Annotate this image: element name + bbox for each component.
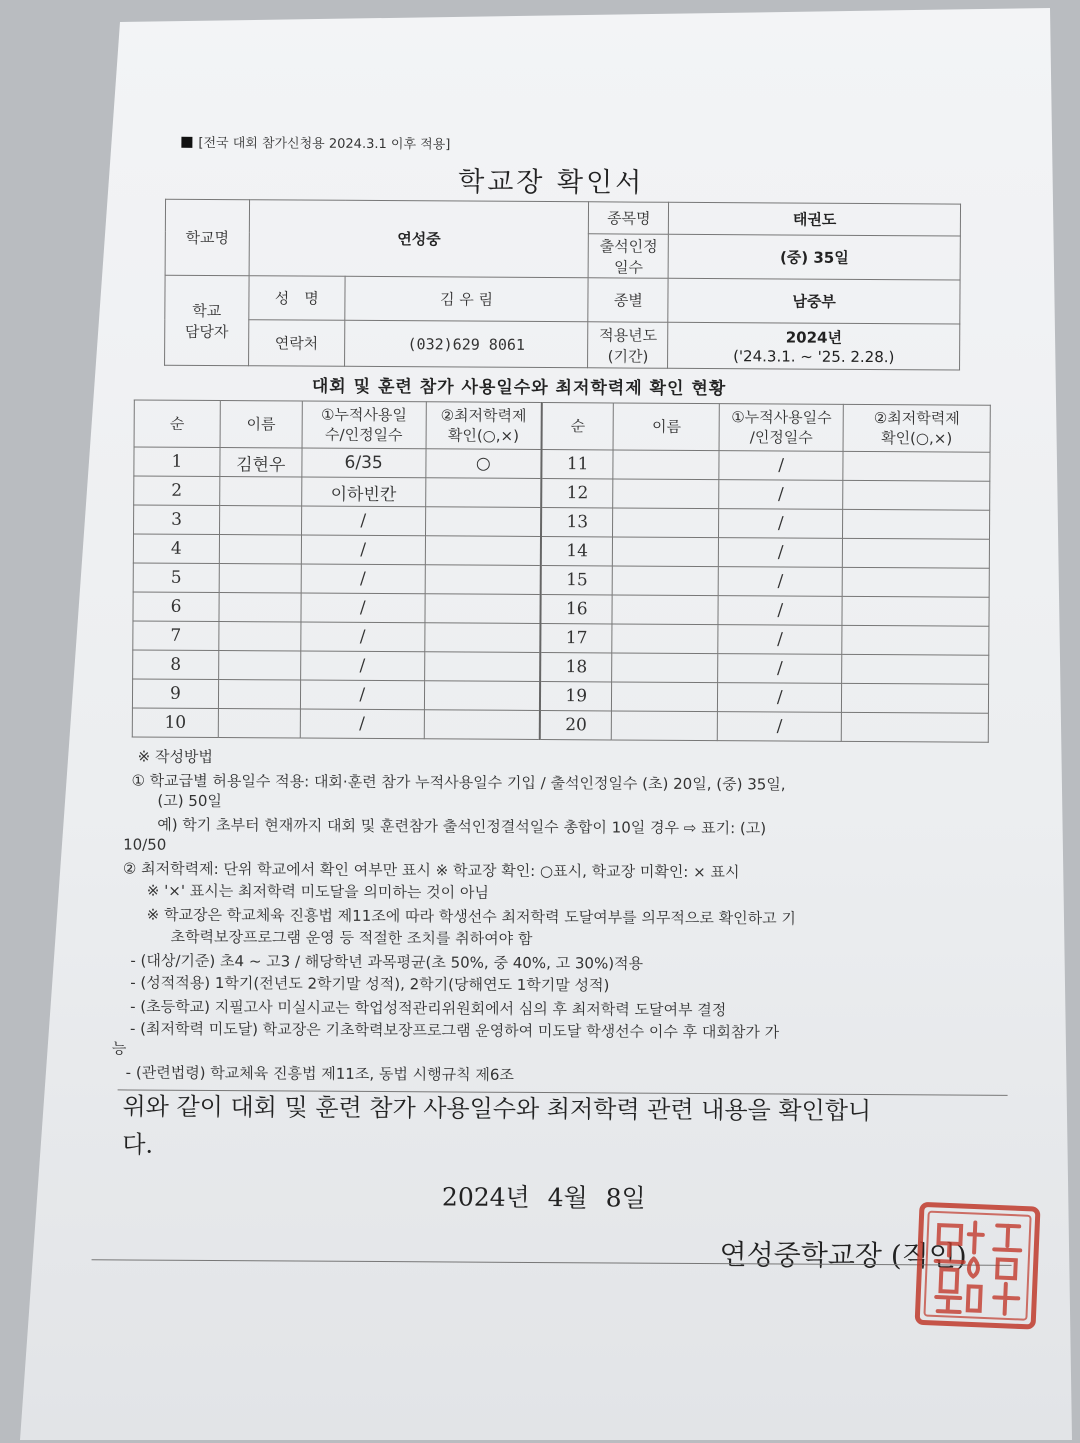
header-name: 이름 <box>220 401 302 448</box>
note-line: - (성적적용) 1학기(전년도 2학기말 성적), 2학기(당해연도 1학기말 성적) <box>130 973 610 995</box>
cell-min-r <box>843 509 990 539</box>
cell-name <box>219 535 301 564</box>
cell-no-r: 16 <box>540 595 612 624</box>
cell-min <box>425 565 541 595</box>
principal-signature-line: 연성중학교장 (직인) <box>719 1238 967 1273</box>
contact-label: 연락처 <box>248 320 344 367</box>
attend-label <box>589 234 669 278</box>
note-line: 초학력보장프로그램 운영 등 적절한 조치를 취하여야 함 <box>170 927 533 948</box>
cell-no-r: 13 <box>541 508 613 537</box>
attend-label-line2: 일수 <box>613 257 644 277</box>
cell-no-r: 20 <box>540 710 612 739</box>
cell-min-r <box>842 625 989 655</box>
note-line: - (관련법령) 학교체육 진흥법 제11조, 동법 시행규칙 제6조 <box>125 1063 514 1084</box>
cell-name-r <box>612 682 718 712</box>
name-label: 성 명 <box>249 276 345 321</box>
cell-used-r: / <box>719 451 843 481</box>
year-value-line1: 2024년 <box>785 328 843 347</box>
cell-min <box>425 478 541 508</box>
header-used <box>302 401 426 449</box>
cell-used: / <box>301 593 425 623</box>
header-min-line2: 확인(○,×) <box>447 426 520 445</box>
section-title: 대회 및 훈련 참가 사용일수와 최저학력제 확인 현황 <box>311 376 727 400</box>
header-name-right: 이름 <box>613 403 719 451</box>
header-used-line1: ①누적사용일 <box>320 405 407 424</box>
header-min-right-line1: ②최저학력제 <box>873 408 960 428</box>
note-line: (고) 50일 <box>157 791 222 811</box>
school-label: 학교명 <box>165 199 249 276</box>
cell-min-r <box>843 451 990 481</box>
year-value <box>668 322 960 370</box>
cell-used-r: / <box>719 509 843 539</box>
cell-name-r <box>613 479 719 509</box>
cell-no: 2 <box>134 476 220 506</box>
header-note <box>181 132 450 153</box>
note-line: ※ 작성방법 <box>137 747 213 767</box>
cell-used: / <box>301 535 425 565</box>
attend-value: (중) 35일 <box>668 234 960 280</box>
cell-no-r: 18 <box>540 653 612 682</box>
note-line: 예) 학기 초부터 현재까지 대회 및 훈련참가 출석인정결석일수 총합이 10일 경우 ⇨ 표기: (고) <box>157 815 767 838</box>
cell-min-r <box>842 683 989 713</box>
cell-used-r: / <box>718 625 842 655</box>
cell-used: / <box>300 680 424 710</box>
header-min-right-line2: 확인(○,×) <box>881 429 953 448</box>
cell-used: 이하빈칸 <box>301 477 425 507</box>
year-value-line2: ('24.3.1. ~ '25. 2.28.) <box>733 347 895 367</box>
note-line: ① 학교급별 허용일수 적용: 대회·훈련 참가 누적사용일수 기입 / 출석인정일수 (초) 20일, (중) 35일, <box>131 771 786 794</box>
table-row <box>132 708 988 742</box>
manager-label <box>165 275 249 366</box>
cell-no: 3 <box>134 505 220 535</box>
cell-used: / <box>301 564 425 594</box>
header-used-right-line1: ①누적사용일수 <box>731 407 832 427</box>
note-line: ※ 학교장은 학교체육 진흥법 제11조에 따라 학생선수 최저학력 도달여부를 의무적으로 확인하고 기 <box>146 905 796 928</box>
cell-min-r <box>842 538 989 568</box>
cell-name <box>219 506 301 535</box>
cell-used-r: / <box>718 654 842 684</box>
cell-name-r <box>612 711 718 741</box>
cell-no: 7 <box>133 621 219 651</box>
cell-min-r <box>843 480 990 510</box>
school-value: 연성중 <box>249 200 589 278</box>
cell-no: 9 <box>132 679 218 709</box>
cell-no-r: 17 <box>540 624 612 653</box>
note-line: 10/50 <box>123 835 167 854</box>
cell-name-r <box>612 653 718 683</box>
cell-name <box>218 680 300 709</box>
header-min-line1: ②최저학력제 <box>440 406 527 425</box>
year-label-line1: 적용년도 <box>599 325 658 345</box>
header-used-right-line2: /인정일수 <box>749 428 813 447</box>
header-note-text: [전국 대회 참가신청용 2024.3.1 이후 적용] <box>198 135 451 153</box>
cell-name <box>219 593 301 622</box>
cell-min <box>424 681 540 711</box>
cell-no-r: 14 <box>541 537 613 566</box>
official-seal-stamp <box>911 1198 1044 1333</box>
cell-min <box>424 710 540 740</box>
cell-no: 4 <box>133 534 219 564</box>
cell-min-r <box>841 712 988 742</box>
name-value: 김 우 림 <box>345 276 589 321</box>
cell-used-r: / <box>718 567 842 597</box>
info-table <box>164 199 961 371</box>
year-label <box>588 322 668 368</box>
square-bullet-icon <box>181 137 192 148</box>
note-line: ※ '×' 표시는 최저학력 미도달을 의미하는 것이 아님 <box>146 881 489 902</box>
cell-used-r: / <box>718 712 842 742</box>
cell-used: / <box>300 709 424 739</box>
cell-min: ○ <box>425 449 541 479</box>
cell-name-r <box>612 595 718 625</box>
cell-no: 6 <box>133 592 219 622</box>
cell-used-r: / <box>719 538 843 568</box>
cell-no: 8 <box>133 650 219 680</box>
cell-no-r: 11 <box>541 450 613 479</box>
manager-label-line2: 담당자 <box>184 322 229 341</box>
cell-min-r <box>842 567 989 597</box>
participation-table <box>132 400 991 743</box>
cell-min-r <box>842 654 989 684</box>
cell-min-r <box>842 596 989 626</box>
manager-label-line1: 학교 <box>192 301 222 320</box>
confirmation-statement <box>122 1087 871 1168</box>
cell-no: 5 <box>133 563 219 593</box>
cell-name-r <box>613 537 719 567</box>
event-label: 종목명 <box>589 202 669 234</box>
cell-min <box>424 652 540 682</box>
header-used-right <box>719 404 843 452</box>
note-line: - (대상/기준) 초4 ~ 고3 / 해당학년 과목평균(초 50%, 중 40%, 고 30%)적용 <box>130 951 644 973</box>
cell-name <box>219 651 301 680</box>
header-min-right <box>843 404 990 452</box>
note-line: ② 최저학력제: 단위 학교에서 확인 여부만 표시 ※ 학교장 확인: ○표시, 학교장 미확인: × 표시 <box>122 859 740 882</box>
category-value: 남중부 <box>668 278 960 324</box>
cell-name-r <box>613 450 719 480</box>
cell-used: / <box>301 506 425 536</box>
cell-min <box>425 536 541 566</box>
cell-used: 6/35 <box>302 448 426 478</box>
cell-used-r: / <box>718 683 842 713</box>
confirmation-line2: 다. <box>122 1130 154 1159</box>
cell-no: 1 <box>134 447 220 477</box>
note-line: - (최저학력 미도달) 학교장은 기초학력보장프로그램 운영하여 미도달 학생선수 이수 후 대회참가 가 <box>129 1019 780 1042</box>
cell-used-r: / <box>718 596 842 626</box>
confirmation-line1: 위와 같이 대회 및 훈련 참가 사용일수와 최저학력 관련 내용을 확인합니 <box>122 1092 872 1126</box>
cell-name-r <box>613 508 719 538</box>
cell-used-r: / <box>719 480 843 510</box>
cell-name: 김현우 <box>220 448 302 477</box>
event-value: 태권도 <box>669 202 961 236</box>
year-label-line2: (기간) <box>607 346 649 366</box>
cell-used: / <box>300 651 424 681</box>
cell-no-r: 19 <box>540 682 612 711</box>
cell-name-r <box>613 566 719 596</box>
document-title: 학교장 확인서 <box>458 166 645 199</box>
category-label: 종별 <box>588 278 668 322</box>
contact-value: (032)629 8061 <box>344 320 588 367</box>
cell-name <box>219 622 301 651</box>
cell-no-r: 12 <box>541 479 613 508</box>
cell-no-r: 15 <box>541 566 613 595</box>
note-line: 능 <box>111 1039 127 1058</box>
cell-min <box>425 507 541 537</box>
table-header-row <box>134 400 990 452</box>
header-min <box>426 402 542 450</box>
cell-used: / <box>301 622 425 652</box>
cell-name <box>220 477 302 506</box>
header-no-right: 순 <box>542 403 614 450</box>
cell-min <box>424 623 540 653</box>
attend-label-line1: 출석인정 <box>599 236 658 256</box>
note-line: - (초등학교) 지필고사 미실시교는 학업성적관리위원회에서 심의 후 최저학력 도달여부 결정 <box>130 997 727 1020</box>
cell-name <box>219 564 301 593</box>
cell-no: 10 <box>132 708 218 738</box>
cell-name-r <box>612 624 718 654</box>
cell-min <box>425 594 541 624</box>
issue-date: 2024년 4월 8일 <box>441 1182 646 1213</box>
cell-name <box>218 709 300 738</box>
header-used-line2: 수/인정일수 <box>325 425 403 445</box>
header-no: 순 <box>134 400 220 448</box>
